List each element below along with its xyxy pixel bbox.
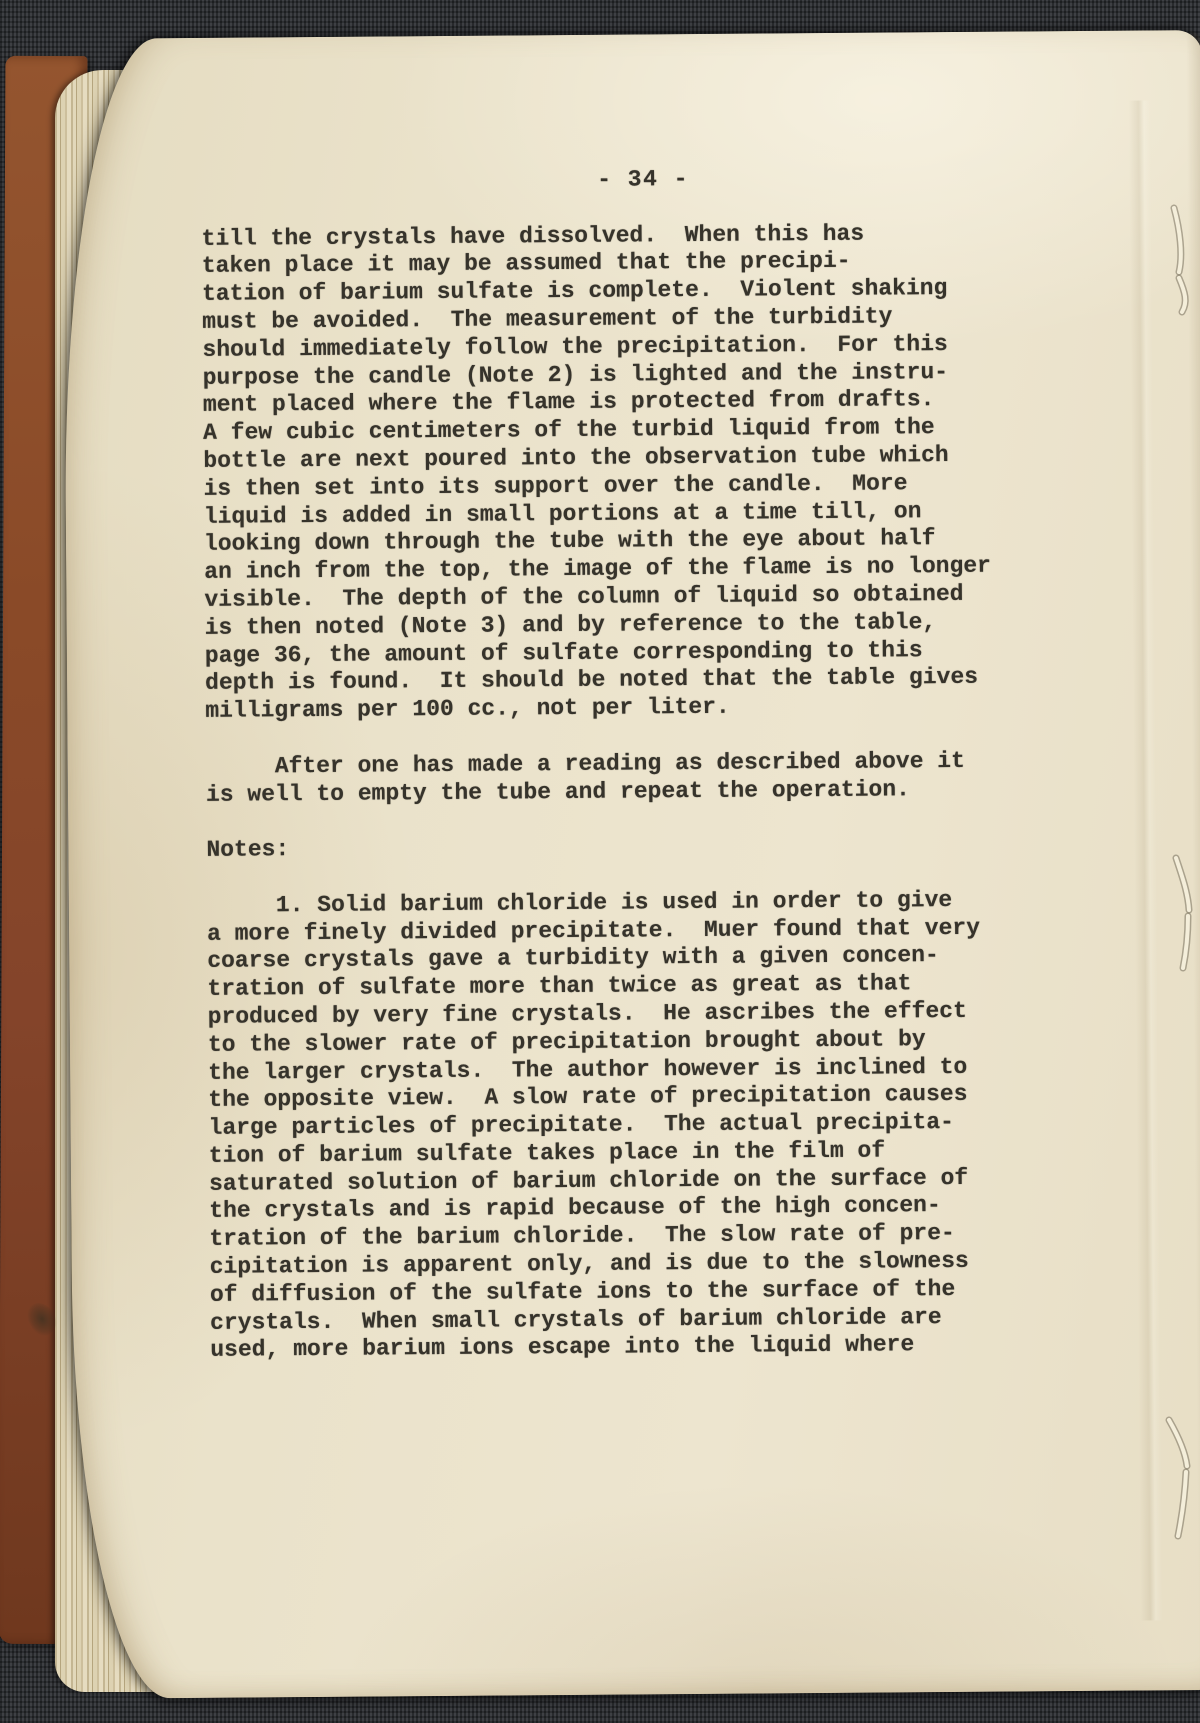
paragraph-repeat-reading: After one has made a reading as described above it is well to empty the tube and repeat the operation.	[205, 747, 965, 808]
note-1: 1. Solid barium chloride is used in order to give a more finely divided precipitate. Muer found that very coarse crystals gave a turbidity with a given concen- tration of sulfate more than twice as great as that produced by very fine crystals. He ascribes the effect to the slower rate of precipitation brought about by the larger crystals. The author however is inclined to the opposite view. A slow rate of precipitation causes large particles of precipitate. The actual precipita- tion of barium sulfate takes place in the film of saturated solution of barium chloride on the surface of the crystals and is rapid because of the high concen- tration of the barium chloride. The slow rate of pre- cipitation is apparent only, and is due to the slowness of diffusion of the sulfate ions to the surface of the crystals. When small crystals of barium chloride are used, more barium ions escape into the liquid where	[206, 886, 981, 1364]
binding-stitch-icon	[1158, 200, 1198, 340]
binding-stitch-icon	[1155, 1408, 1195, 1548]
paragraph-procedure: till the crystals have dissolved. When this has taken place it may be assumed that the precipi- tation of barium sulfate is complete. Violent shaking must be avoided. The measurement of the turbidity should immediately follow the precipitation. For this purpose the candle (Note 2) is lighted and the instru- ment placed where the flame is protected from drafts. A few cubic centimeters of the turbid liquid from the bottle are next poured into the observation tube which is then set into its support over the candle. More liquid is added in small portions at a time till, on looking down through the tube with the eye about half an inch from the top, the image of the flame is no longer visible. The depth of the column of liquid so obtained is then noted (Note 3) and by reference to the table, page 36, the amount of sulfate corresponding to this depth is found. It should be noted that the table gives milligrams per 100 cc., not per liter.	[201, 220, 992, 724]
book-page	[62, 30, 1200, 1699]
typewritten-text-column	[201, 163, 1050, 1365]
notes-heading: Notes:	[206, 836, 290, 863]
binding-stitch-icon	[1162, 848, 1200, 988]
page-number: - 34 -	[597, 166, 690, 193]
